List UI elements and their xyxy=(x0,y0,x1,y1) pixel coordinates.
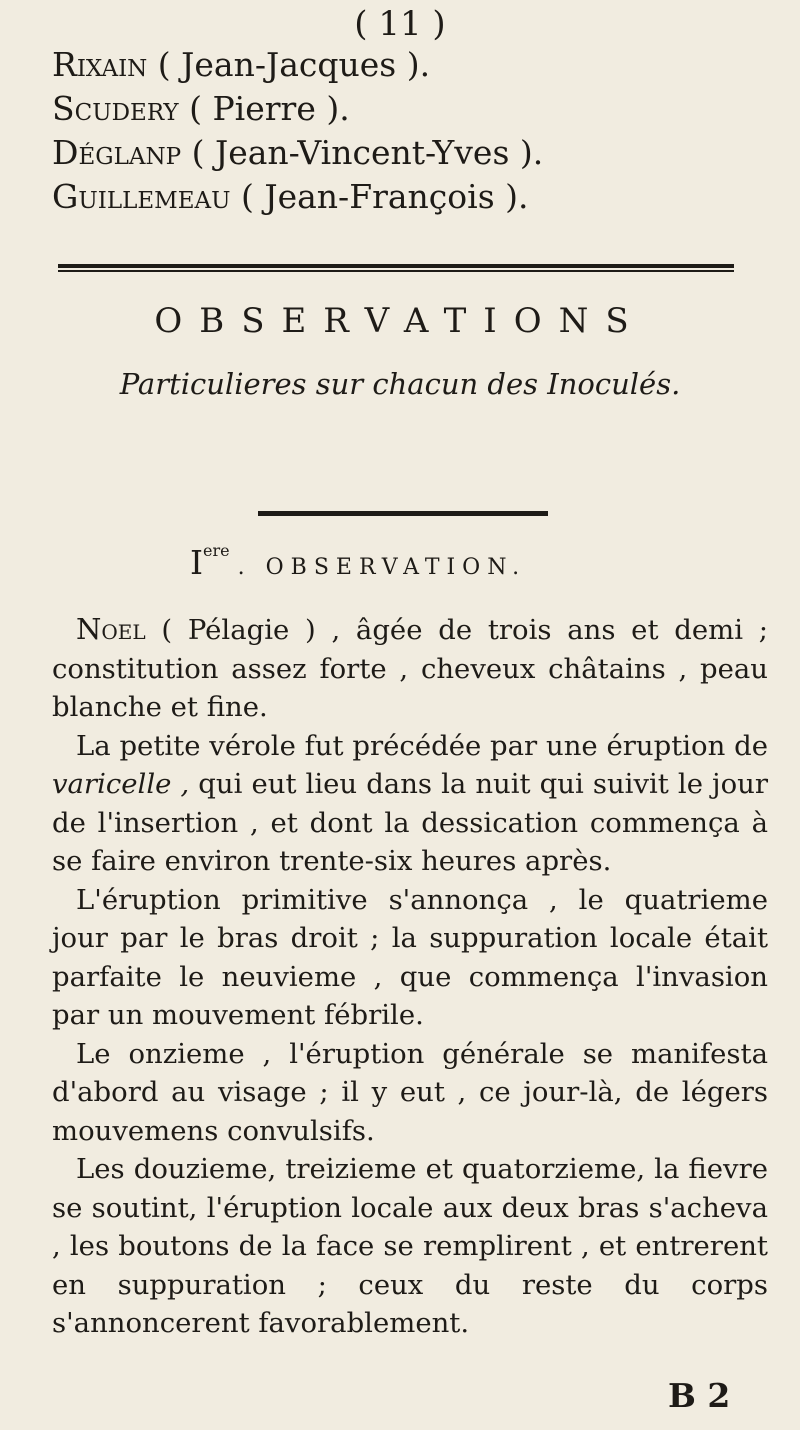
surname: Déglanp xyxy=(52,133,182,172)
surname: Scudery xyxy=(52,89,179,128)
section-heading: OBSERVATIONS xyxy=(154,301,646,341)
observation-numeral: I xyxy=(190,543,204,582)
observation-suffix: ere xyxy=(203,541,230,560)
paragraph-lead: La petite vérole fut précédée par une éruption de xyxy=(76,729,768,762)
page-number: ( 11 ) xyxy=(354,4,446,44)
paragraph xyxy=(52,727,768,881)
signature-mark: B 2 xyxy=(668,1376,731,1415)
italic-term: varicelle , xyxy=(52,768,190,800)
paragraph xyxy=(52,610,768,727)
double-rule-divider xyxy=(58,264,734,274)
patient-surname: Noel xyxy=(76,612,146,646)
observation-heading xyxy=(190,532,630,593)
observation-number xyxy=(190,543,230,582)
given-names: ( Jean-François ). xyxy=(230,177,529,216)
given-names: ( Pierre ). xyxy=(178,89,350,128)
name-entry xyxy=(52,90,543,128)
observation-body xyxy=(52,610,768,1343)
surname: Guillemeau xyxy=(52,177,231,216)
given-names: ( Jean-Jacques ). xyxy=(147,45,431,84)
inoculated-names-list xyxy=(52,46,543,222)
paragraph: Les douzieme, treizieme et quatorzieme, la fievre se soutint, l'éruption locale aux deux bras s'acheva , les boutons de la face se remplirent , et entrerent en suppuration ; ceux du reste du corps s'annoncerent favorablement. xyxy=(52,1153,768,1339)
paragraph: L'éruption primitive s'annonça , le quatrieme jour par le bras droit ; la suppuration locale était parfaite le neuvieme , que commença l'invasion par un mouvement fébrile. xyxy=(52,883,768,1031)
section-subheading: Particulieres sur chacun des Inoculés. xyxy=(119,367,681,401)
name-entry xyxy=(52,134,543,172)
surname: Rixain xyxy=(52,45,148,84)
given-names: ( Jean-Vincent-Yves ). xyxy=(181,133,544,172)
paragraph: Le onzieme , l'éruption générale se manifesta d'abord au visage ; il y eut , ce jour-là, de légers mouvemens convulsifs. xyxy=(52,1037,768,1147)
paragraph-text: qui eut lieu dans la nuit qui suivit le jour de l'insertion , et dont la dessication commença à se faire environ trente-six heures après. xyxy=(52,768,768,877)
short-rule-divider xyxy=(258,511,548,516)
observation-label: . OBSERVATION. xyxy=(237,555,527,580)
paragraph-text: ( Pélagie ) , âgée de trois ans et demi ; constitution assez forte , cheveux châtains , peau blanche et fine. xyxy=(52,614,768,723)
name-entry xyxy=(52,178,543,216)
name-entry xyxy=(52,46,543,84)
